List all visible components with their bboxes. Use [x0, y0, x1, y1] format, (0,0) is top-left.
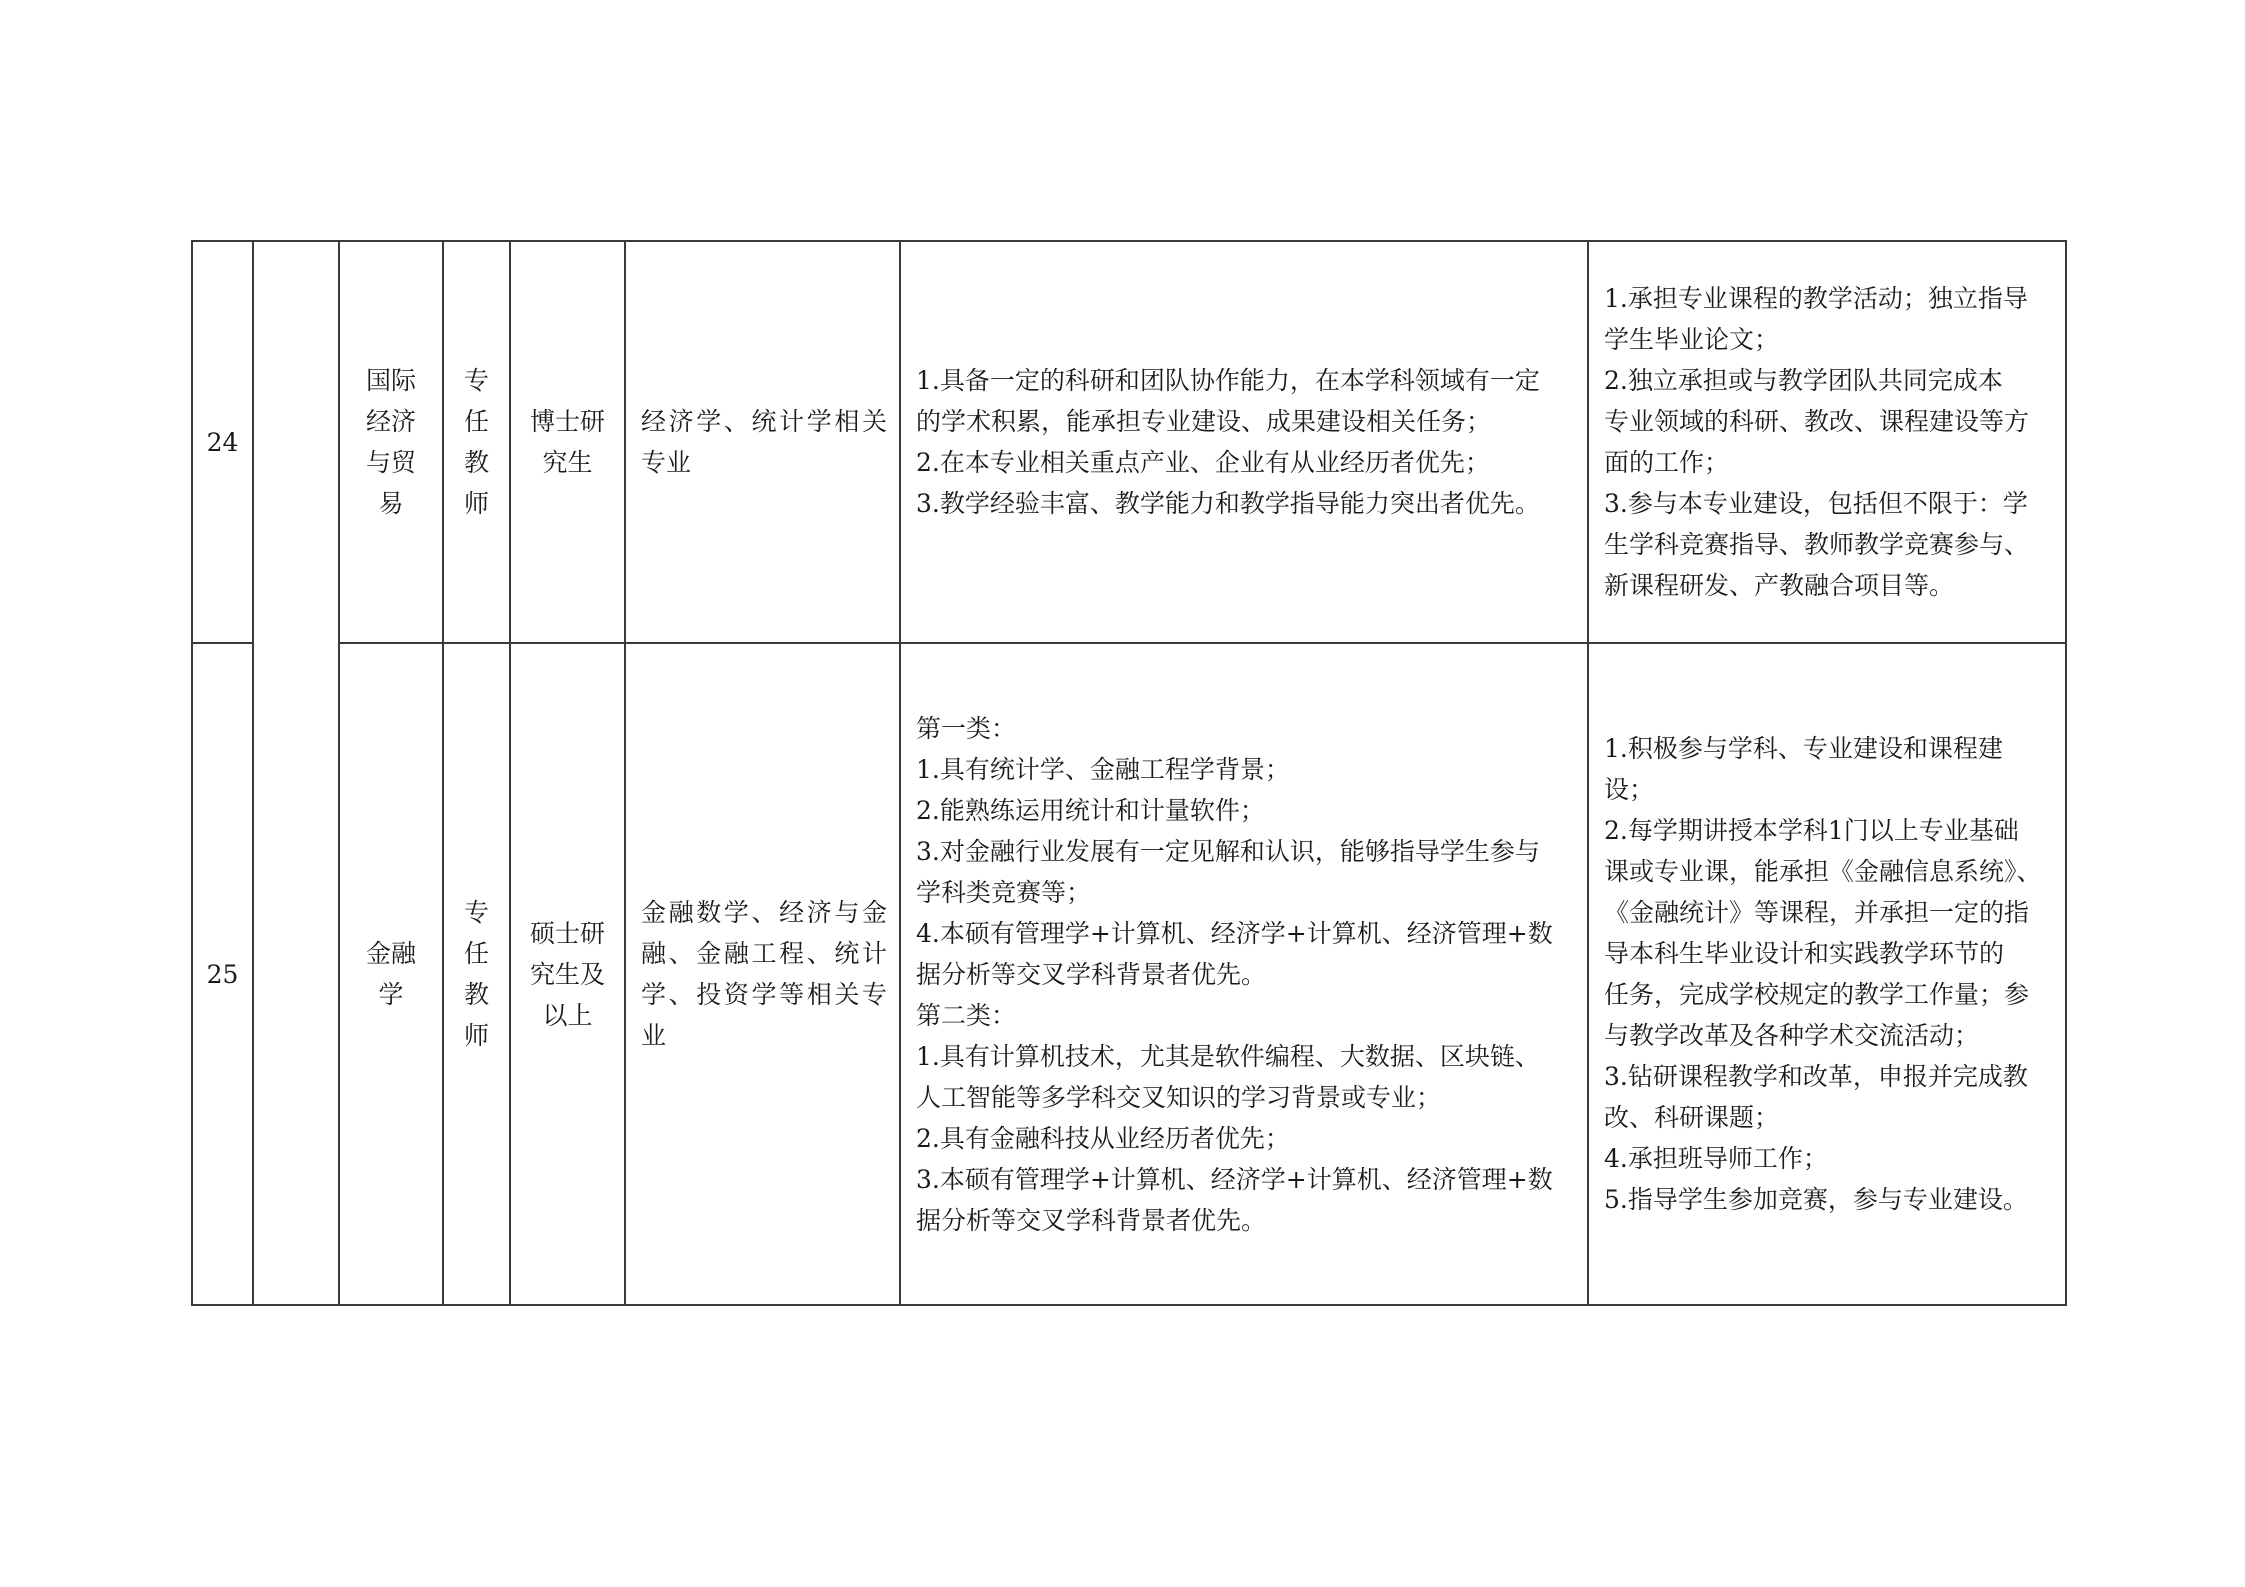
duty-line: 3.钻研课程教学和改革，申报并完成教 [1604, 1062, 2028, 1091]
duty-line: 改、科研课题； [1604, 1103, 1780, 1132]
duty-line: 2.每学期讲授本学科1门以上专业基础 [1604, 816, 2019, 845]
duty-line: 4.承担班导师工作； [1604, 1144, 1828, 1173]
specialty-cell [625, 643, 900, 1305]
table-row [192, 643, 2066, 1305]
duty-line: 面的工作； [1604, 448, 1730, 477]
major-cell [339, 643, 443, 1305]
duties-cell [1588, 241, 2066, 643]
education-cell [510, 241, 625, 643]
table-row [192, 241, 2066, 643]
requirement-line: 第二类： [916, 1000, 1017, 1030]
duties-cell [1588, 643, 2066, 1305]
requirement-line: 2.具有金融科技从业经历者优先； [916, 1123, 1290, 1153]
major-cell [339, 241, 443, 643]
duty-line: 《金融统计》等课程，并承担一定的指 [1604, 898, 2030, 927]
requirement-line: 的学术积累，能承担专业建设、成果建设相关任务； [916, 407, 1492, 436]
major-name: 金融学 [365, 939, 416, 1009]
duty-line: 生学科竞赛指导、教师教学竞赛参与、 [1604, 530, 2030, 559]
major-name: 国际经济与贸易 [365, 366, 416, 518]
requirement-line: 学科类竞赛等； [916, 877, 1092, 907]
row-number: 25 [192, 643, 253, 1305]
duty-line: 1.积极参与学科、专业建设和课程建 [1604, 734, 2003, 763]
requirements-cell [900, 643, 1588, 1305]
requirement-line: 1.具备一定的科研和团队协作能力，在本学科领域有一定 [916, 366, 1540, 395]
duty-line: 2.独立承担或与教学团队共同完成本 [1604, 366, 2003, 395]
duty-line: 设； [1604, 775, 1655, 804]
duty-line: 与教学改革及各种学术交流活动； [1604, 1021, 1980, 1050]
post-cell [443, 241, 510, 643]
recruitment-table [191, 240, 2067, 1306]
duty-line: 学生毕业论文； [1604, 325, 1780, 354]
education-cell [510, 643, 625, 1305]
requirement-line: 人工智能等多学科交叉知识的学习背景或专业； [916, 1082, 1442, 1112]
requirement-line: 1.具有统计学、金融工程学背景； [916, 754, 1290, 784]
duty-line: 课或专业课，能承担《金融信息系统》、 [1604, 857, 2042, 886]
requirement-line: 2.在本专业相关重点产业、企业有从业经历者优先； [916, 448, 1490, 477]
requirement-line: 1.具有计算机技术，尤其是软件编程、大数据、区块链、 [916, 1041, 1540, 1071]
duty-line: 3.参与本专业建设，包括但不限于：学 [1604, 489, 2028, 518]
duty-line: 5.指导学生参加竞赛，参与专业建设。 [1604, 1185, 2028, 1214]
requirement-line: 3.教学经验丰富、教学能力和教学指导能力突出者优先。 [916, 489, 1540, 518]
requirement-line: 据分析等交叉学科背景者优先。 [916, 1205, 1267, 1235]
specialty-requirement: 经济学、统计学相关专业 [641, 407, 887, 477]
post-cell [443, 643, 510, 1305]
post-name: 专任教师 [463, 366, 489, 518]
requirement-line: 据分析等交叉学科背景者优先。 [916, 959, 1267, 989]
requirement-line: 3.本硕有管理学+计算机、经济学+计算机、经济管理+数 [916, 1164, 1553, 1194]
specialty-requirement: 金融数学、经济与金融、金融工程、统计学、投资学等相关专业 [641, 898, 887, 1050]
duty-line: 新课程研发、产教融合项目等。 [1604, 571, 1955, 600]
specialty-cell [625, 241, 900, 643]
requirement-line: 2.能熟练运用统计和计量软件； [916, 795, 1265, 825]
requirement-line: 第一类： [916, 713, 1017, 743]
duty-line: 专业领域的科研、教改、课程建设等方 [1604, 407, 2030, 436]
duty-line: 1.承担专业课程的教学活动；独立指导 [1604, 284, 2028, 313]
requirements-cell [900, 241, 1588, 643]
post-name: 专任教师 [463, 898, 489, 1050]
education-requirement: 博士研究生 [529, 407, 605, 477]
requirement-line: 3.对金融行业发展有一定见解和认识，能够指导学生参与 [916, 836, 1540, 866]
requirement-line: 4.本硕有管理学+计算机、经济学+计算机、经济管理+数 [916, 918, 1553, 948]
row-number: 24 [192, 241, 253, 643]
college-cell [253, 241, 339, 1305]
duty-line: 导本科生毕业设计和实践教学环节的 [1604, 939, 2005, 968]
education-requirement: 硕士研究生及以上 [529, 918, 605, 1030]
duty-line: 任务，完成学校规定的教学工作量；参 [1604, 980, 2030, 1009]
